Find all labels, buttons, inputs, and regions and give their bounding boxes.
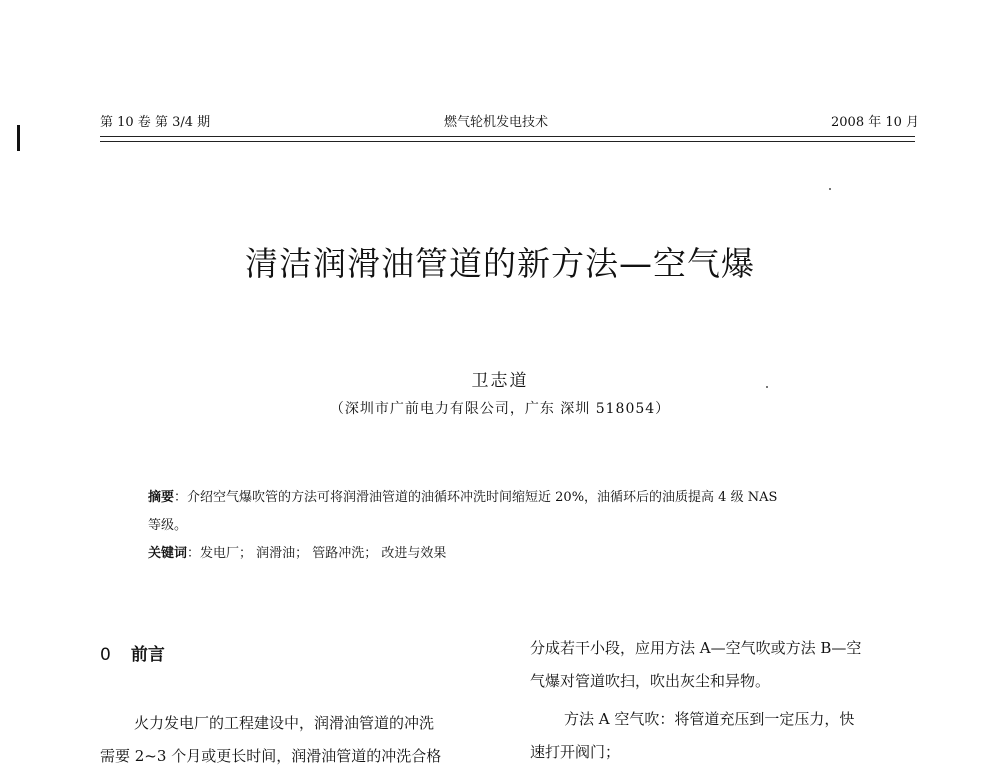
author-name: 卫志道 [471, 371, 529, 391]
scan-mark [17, 125, 20, 151]
left-column-line-1: 火力发电厂的工程建设中，润滑油管道的冲洗 [134, 714, 435, 732]
section-heading [100, 640, 165, 665]
article-title: 清洁润滑油管道的新方法—空气爆 [245, 244, 755, 283]
header-rule-top [100, 136, 915, 137]
right-column-line-1: 分成若干小段，应用方法 A—空气吹或方法 B—空 [530, 639, 862, 657]
abstract-text: ：介绍空气爆吹管的方法可将润滑油管道的油循环冲洗时间缩短近 20%，油循环后的油质提高 4 级 NAS [174, 490, 778, 505]
header-volume: 第 10 卷 第 3/4 期 [100, 115, 211, 130]
section-title: 前言 [130, 645, 165, 665]
left-column-line-2: 需要 2~3 个月或更长时间，润滑油管道的冲洗合格 [100, 747, 442, 765]
scan-speck [829, 188, 831, 190]
abstract-line-1 [148, 484, 868, 512]
author-affiliation: （深圳市广前电力有限公司，广东 深圳 518054） [329, 401, 671, 417]
abstract-label: 摘要 [148, 490, 175, 505]
header-date: 2008 年 10 月 [831, 115, 920, 130]
keywords-label: 关键词 [148, 546, 188, 561]
section-number: 0 [100, 645, 111, 665]
header-journal: 燃气轮机发电技术 [444, 115, 549, 130]
keywords-text: ：发电厂； 润滑油； 管路冲洗； 改进与效果 [187, 546, 447, 561]
header-rule-bottom [100, 141, 915, 142]
right-column-line-3: 方法 A 空气吹：将管道充压到一定压力，快 [564, 710, 855, 728]
keywords [148, 540, 868, 568]
abstract-line-2: 等级。 [148, 518, 188, 533]
right-column-line-2: 气爆对管道吹扫，吹出灰尘和异物。 [530, 672, 771, 690]
right-column-line-4: 速打开阀门； [530, 743, 621, 761]
